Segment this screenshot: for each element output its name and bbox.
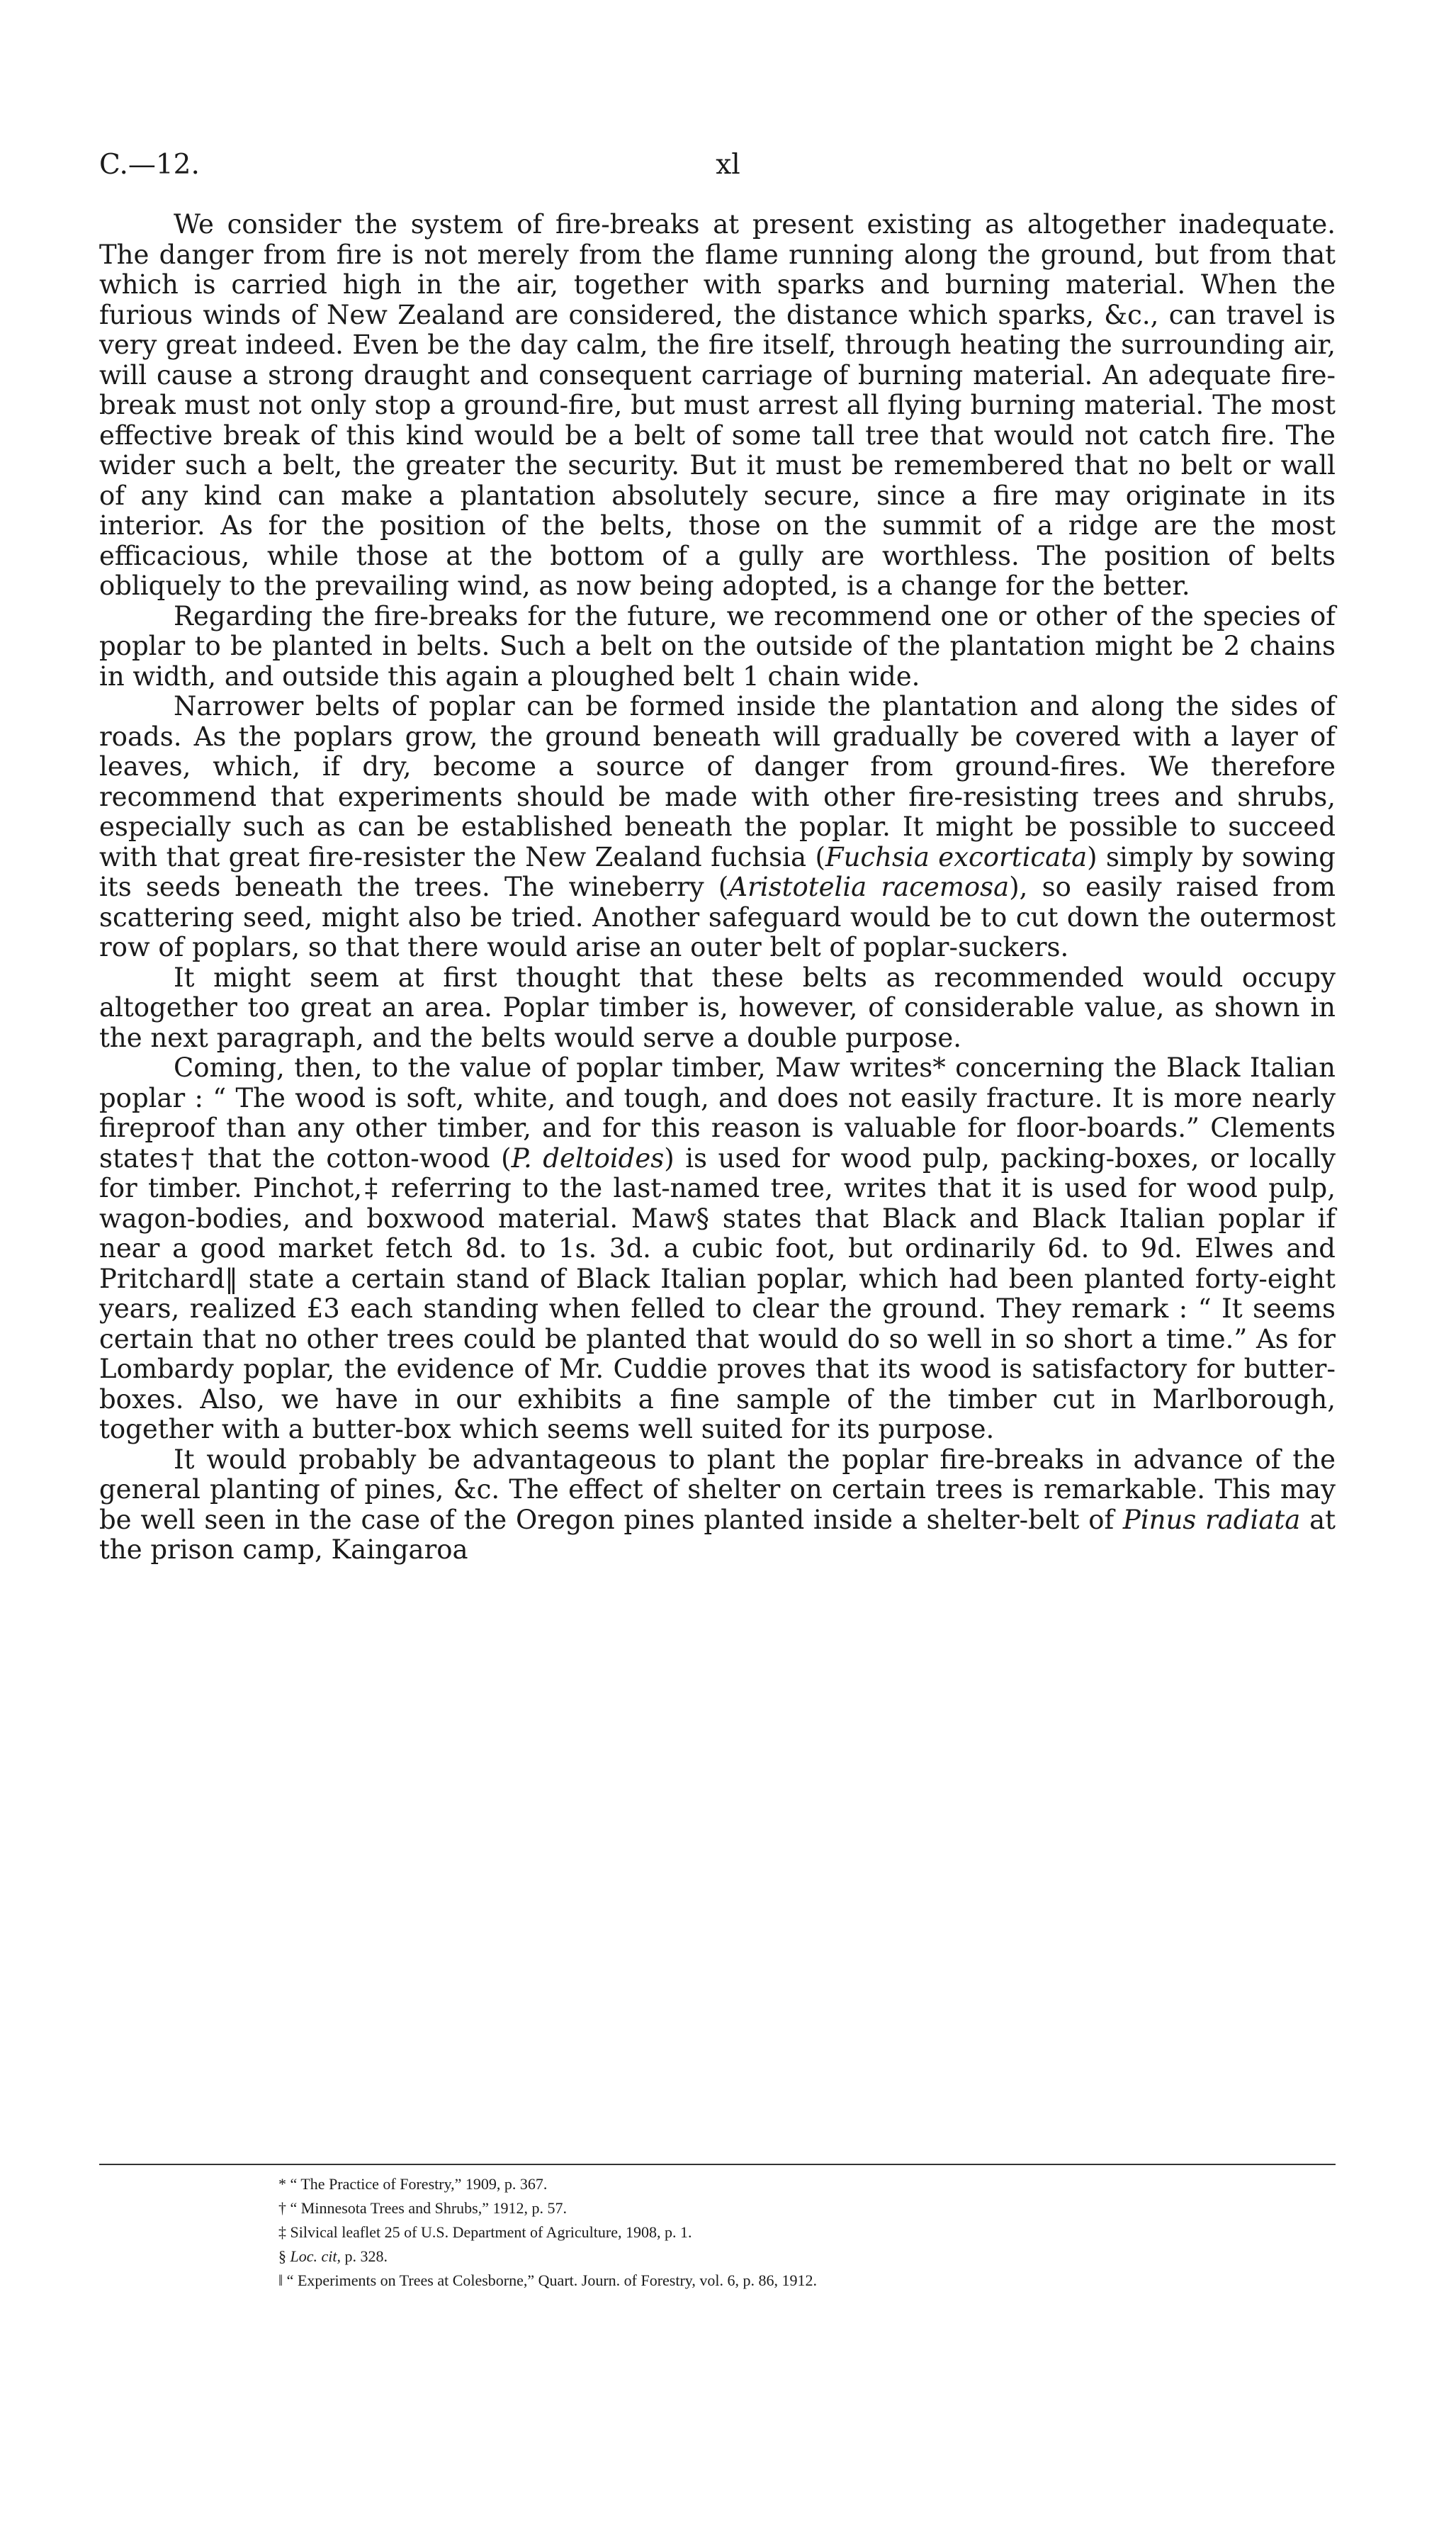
footnote-divider (99, 2164, 1336, 2165)
document-id: C.—12. (99, 149, 200, 181)
footnote-text: , p. 328. (337, 2247, 388, 2265)
species-name: P. deltoides (511, 1142, 665, 1174)
footnote: † “ Minnesota Trees and Shrubs,” 1912, p. 57. (278, 2199, 567, 2217)
footnote-mark: § (278, 2247, 290, 2265)
paragraph-text: Regarding the fire-breaks for the future, we recommend one or other of the species of poplar to be planted in belts. Such a belt on the outside of the plantation might be 2 chains in width, and outside this again a ploughed belt 1 chain wide. (99, 600, 1336, 692)
species-name: Aristotelia racemosa (728, 872, 1010, 902)
paragraph-poplar-value (99, 1053, 1336, 1445)
paragraph-text: Coming, then, to the value of poplar timber, Maw writes* concerning the Black Italian poplar : “ The wood is soft, white, and tough, and does not easily fracture. It is more nearly fireproof than any other timber, and for this reason is valuable for floor-boards.” Clements states† that the cotton-wood ( (99, 1052, 1336, 1174)
paragraph-text: Narrower belts of poplar can be formed inside the plantation and along the sides of roads. As the poplars grow, the ground beneath will gradually be covered with a layer of leaves, which, if dry, become a source of danger from ground-fires. We therefore recommend that experiments should be made with other fire-resisting trees and shrubs, especially such as can be established beneath the poplar. It might be possible to succeed with that great fire-resister the New Zealand fuchsia ( (99, 691, 1336, 872)
footnote-italic: Loc. cit (290, 2247, 337, 2265)
paragraph-fire-breaks (99, 210, 1336, 602)
body-text (99, 210, 1336, 1566)
paragraph-advance-planting (99, 1445, 1336, 1566)
paragraph-text: ), so easily raised from scattering seed, might also be tried. Another safeguard would be to cut down the outermost row of poplars, so that there would arise an outer belt of poplar-suckers. (99, 872, 1336, 962)
page-header (99, 149, 1357, 191)
paragraph-narrower-belts (99, 692, 1336, 963)
species-name: Fuchsia excorticata (825, 841, 1088, 872)
paragraph-text: It would probably be advantageous to plant the poplar fire-breaks in advance of the general planting of pines, &c. The effect of shelter on certain trees is remarkable. This may be well seen in the case of the Oregon pines planted inside a shelter-belt of (99, 1444, 1336, 1535)
paragraph-text: ) simply by sowing its seeds beneath the trees. The wineberry ( (99, 841, 1336, 902)
footnote: * “ The Practice of Forestry,” 1909, p. 367. (278, 2175, 548, 2193)
paragraph-text: It might seem at first thought that these belts as recommended would occupy altogether too great an area. Poplar timber is, however, of considerable value, as shown in the next paragraph, and the belts would serve a double purpose. (99, 962, 1336, 1053)
paragraph-text: We consider the system of fire-breaks at present existing as altogether inadequate. The danger from fire is not merely from the flame running along the ground, but from that which is carried high in the air, together with sparks and burning material. When the furious winds of New Zealand are considered, the distance which sparks, &c., can travel is very great indeed. Even be the day calm, the fire itself, through heating the surrounding air, will cause a strong draught and consequent carriage of burning material. An adequate fire-break must not only stop a ground-fire, but must arrest all flying burning material. The most effective break of this kind would be a belt of some tall tree that would not catch fire. The wider such a belt, the greater the security. But it must be remembered that no belt or wall of any kind can make a plantation absolutely secure, since a fire may originate in its interior. As for the position of the belts, those on the summit of a ridge are the most efficacious, while those at the bottom of a gully are worthless. The position of belts obliquely to the prevailing wind, as now being adopted, is a change for the better. (99, 209, 1336, 601)
footnote (278, 2245, 1341, 2269)
paragraph-text: ) is used for wood pulp, packing-boxes, or locally for timber. Pinchot,‡ referring to the last-named tree, writes that it is used for wood pulp, wagon-bodies, and boxwood material. Maw§ states that Black and Black Italian poplar if near a good market fetch 8d. to 1s. 3d. a cubic foot, but ordinarily 6d. to 9d. Elwes and Pritchard‖ state a certain stand of Black Italian poplar, which had been planted forty-eight years, realized £3 each standing when felled to clear the ground. They remark : “ It seems certain that no other trees could be planted that would do so well in so short a time.” As for Lombardy poplar, the evidence of Mr. Cuddie proves that its wood is satisfactory for butter-boxes. Also, we have in our exhibits a fine sample of the timber cut in Marlborough, together with a butter-box which seems well suited for its purpose. (99, 1142, 1336, 1444)
page-number: xl (716, 149, 740, 181)
paragraph-future-breaks (99, 602, 1336, 692)
footnotes (278, 2172, 1341, 2293)
species-name: Pinus radiata (1122, 1504, 1301, 1535)
paragraph-belt-area (99, 963, 1336, 1054)
footnote: ‖ “ Experiments on Trees at Colesborne,” Quart. Journ. of Forestry, vol. 6, p. 86, 1912. (278, 2271, 817, 2289)
footnote: ‡ Silvical leaflet 25 of U.S. Department of Agriculture, 1908, p. 1. (278, 2223, 692, 2241)
paragraph-text: at the prison camp, Kaingaroa (99, 1504, 1336, 1565)
